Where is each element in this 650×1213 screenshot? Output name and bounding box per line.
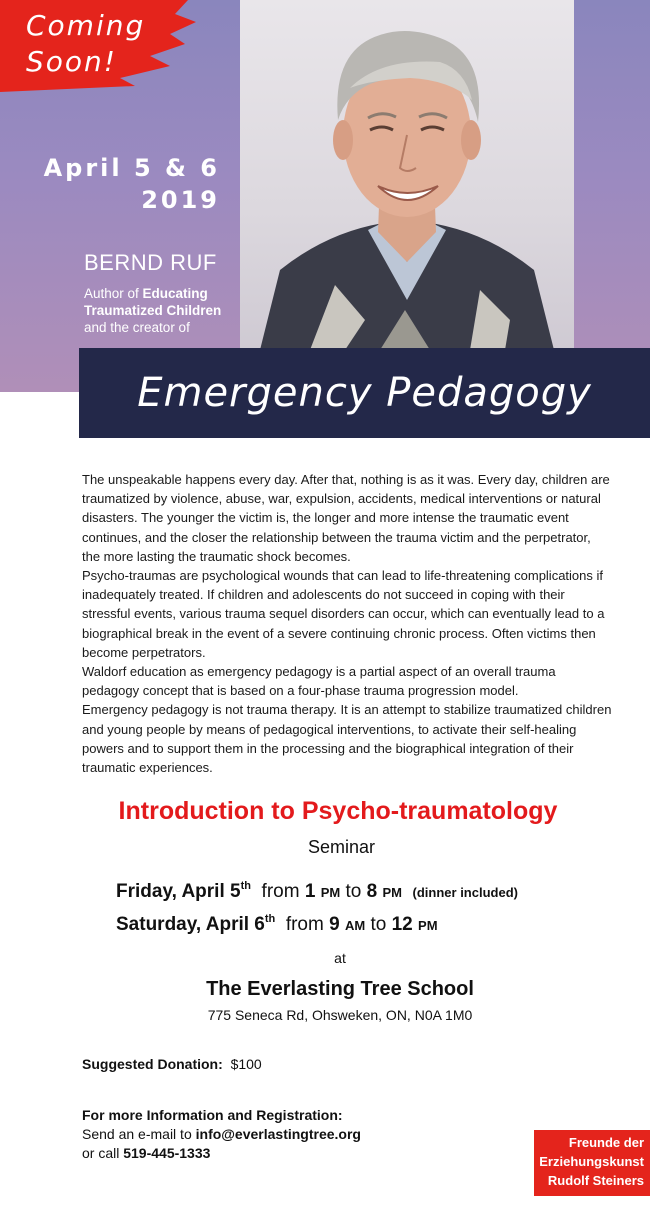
sponsor-logo <box>534 1130 650 1196</box>
logo-line1: Freunde der <box>568 1135 644 1150</box>
email-prefix: Send an e-mail to <box>82 1126 196 1142</box>
speaker-desc-prefix: Author of <box>84 286 143 301</box>
schedule-end-ampm: PM <box>418 918 438 933</box>
donation-amount: $100 <box>230 1056 262 1072</box>
coming-soon-line2: Soon! <box>26 45 118 78</box>
contact-info <box>82 1106 361 1163</box>
coming-soon-line1: Coming <box>26 9 146 42</box>
intro-paragraph: Waldorf education as emergency pedagogy is a partial aspect of an overall trauma pedagogy concept that is based on a four-phase trauma progression model. <box>82 664 556 699</box>
event-date-year: 2019 <box>141 186 220 214</box>
logo-line3: Rudolf Steiners <box>547 1173 644 1188</box>
speaker-name: BERND RUF <box>84 250 217 275</box>
schedule-day-suffix: th <box>264 913 276 925</box>
intro-text <box>82 470 612 777</box>
schedule-from: from <box>285 914 324 935</box>
speaker-description <box>84 285 244 336</box>
schedule-day: Saturday, April 6 <box>116 914 265 935</box>
venue-name: The Everlasting Tree School <box>206 978 474 1000</box>
coming-soon-text <box>26 8 145 80</box>
schedule-start-hour: 9 <box>329 914 340 935</box>
intro-paragraph: Psycho-traumas are psychological wounds that can lead to life-threatening complications if inadequately treated. If children and adolescents do not succeed in coping with their stressful events, various trauma sequel disorders can occur, which can eventually lead to a biographical break in the event of a severe continuing chronic process. Often victims then become perpetrators. <box>82 568 605 660</box>
venue-at: at <box>334 950 346 966</box>
schedule-day: Friday, April 5 <box>116 881 241 902</box>
donation-line <box>82 1056 262 1072</box>
speaker-photo <box>240 0 574 350</box>
donation-label: Suggested Donation: <box>82 1056 223 1072</box>
schedule-end-hour: 12 <box>391 914 413 935</box>
intro-paragraph: Emergency pedagogy is not trauma therapy. It is an attempt to stabilize traumatized children and young people by means of pedagogical interventions, to activate their self-healing powers and to support them in the processing and the biographical integration of their traumatic experiences. <box>82 702 612 776</box>
intro-paragraph: The unspeakable happens every day. After that, nothing is as it was. Every day, children are traumatized by violence, abuse, war, expulsion, accidents, medical interventions or natural disasters. The younger the victim is, the longer and more intense the traumatic event continues, and the closer the relationship between the trauma victim and the perpetrator, the more lasting the traumatic shock becomes. <box>82 472 610 564</box>
banner-title: Emergency Pedagogy <box>137 370 592 416</box>
book-title-line2: Traumatized Children <box>84 303 222 318</box>
venue-address: 775 Seneca Rd, Ohsweken, ON, N0A 1M0 <box>207 1007 473 1023</box>
coming-soon-tag <box>0 0 200 92</box>
schedule-end-ampm: PM <box>382 885 402 900</box>
hero-section <box>0 0 650 440</box>
schedule-friday <box>116 880 518 903</box>
schedule-note: (dinner included) <box>412 885 518 900</box>
schedule-start-hour: 1 <box>304 881 316 902</box>
schedule-start-ampm: PM <box>320 885 341 900</box>
schedule-from: from <box>261 881 300 902</box>
schedule-day-suffix: th <box>240 880 251 892</box>
course-subtitle: Seminar <box>307 837 376 857</box>
schedule-start-ampm: AM <box>344 918 366 933</box>
hero-right-strip <box>574 0 650 392</box>
speaker-desc-suffix: and the creator of <box>84 320 190 335</box>
contact-heading: For more Information and Registration: <box>82 1107 343 1123</box>
email-link[interactable]: info@everlastingtree.org <box>195 1126 361 1142</box>
speaker-portrait-illustration <box>240 0 574 350</box>
schedule-end-hour: 8 <box>366 881 378 902</box>
schedule-to: to <box>370 914 387 935</box>
schedule-to: to <box>345 881 362 902</box>
logo-line2: Erziehungskunst <box>539 1154 644 1169</box>
book-title-line1: Educating <box>142 286 208 301</box>
phone-number[interactable]: 519-445-1333 <box>123 1145 211 1161</box>
event-date-days: April 5 & 6 <box>43 154 220 182</box>
title-banner <box>79 348 650 438</box>
phone-prefix: or call <box>82 1145 124 1161</box>
course-title: Introduction to Psycho-traumatology <box>118 797 558 825</box>
schedule-saturday <box>116 913 438 936</box>
